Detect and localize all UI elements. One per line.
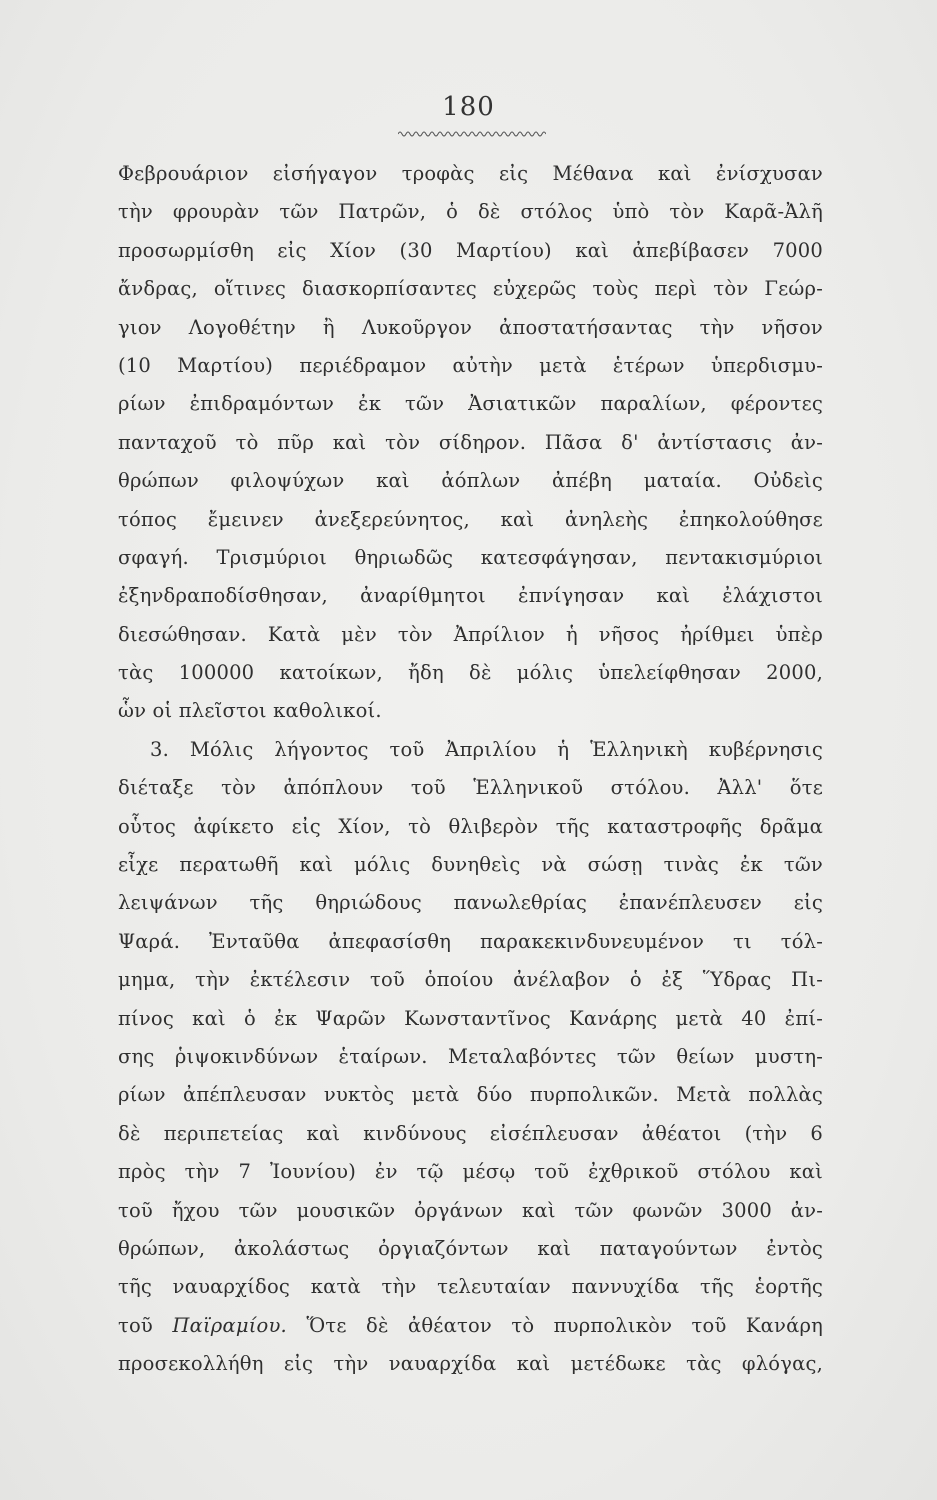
text-line: ρίων ἀπέπλευσαν νυκτὸς μετὰ δύο πυρπολικῶν. Μετὰ πολλὰς — [118, 1083, 823, 1107]
text-line: ὧν οἱ πλεῖστοι καθολικοί. — [118, 699, 382, 723]
text-line: ἐξηνδραποδίσθησαν, ἀναρίθμητοι ἐπνίγησαν καὶ ἐλάχιστοι — [118, 584, 823, 608]
paragraph-2 — [118, 731, 823, 1384]
paragraph-1 — [118, 155, 823, 731]
text-line: τόπος ἔμεινεν ἀνεξερεύνητος, καὶ ἀνηλεὴς ἐπηκολούθησε — [118, 507, 823, 531]
text-line: λειψάνων τῆς θηριώδους πανωλεθρίας ἐπανέπλευσεν εἰς — [118, 891, 823, 915]
text-line: θρώπων φιλοψύχων καὶ ἀόπλων ἀπέβη ματαία. Οὐδεὶς — [118, 469, 823, 493]
text-fragment: τοῦ — [118, 1313, 173, 1337]
text-line: τοῦ ἤχου τῶν μουσικῶν ὀργάνων καὶ τῶν φωνῶν 3000 ἀν- — [118, 1198, 823, 1222]
text-line: γιον Λογοθέτην ἢ Λυκοῦργον ἀποστατήσαντας τὴν νῆσον — [118, 315, 823, 339]
text-line: τὰς 100000 κατοίκων, ἤδη δὲ μόλις ὑπελείφθησαν 2000, — [118, 661, 823, 685]
text-line: δὲ περιπετείας καὶ κινδύνους εἰσέπλευσαν ἀθέατοι (τὴν 6 — [118, 1121, 823, 1145]
text-line: Ψαρά. Ἐνταῦθα ἀπεφασίσθη παρακεκινδυνευμένον τι τόλ- — [118, 929, 823, 953]
text-line: σφαγή. Τρισμύριοι θηριωδῶς κατεσφάγησαν, πεντακισμύριοι — [118, 545, 823, 569]
text-line: προσεκολλήθη εἰς τὴν ναυαρχίδα καὶ μετέδωκε τὰς φλόγας, — [118, 1352, 823, 1376]
text-line: πίνος καὶ ὁ ἐκ Ψαρῶν Κωνσταντῖνος Κανάρης μετὰ 40 ἐπί- — [118, 1006, 823, 1030]
text-line: (10 Μαρτίου) περιέδραμον αὐτὴν μετὰ ἑτέρων ὑπερδισμυ- — [118, 353, 823, 377]
text-line: σης ῥιψοκινδύνων ἑταίρων. Μεταλαβόντες τῶν θείων μυστη- — [118, 1044, 823, 1068]
body-text — [118, 155, 823, 1384]
wavy-rule-ornament — [398, 128, 546, 140]
text-line: μημα, τὴν ἐκτέλεσιν τοῦ ὁποίου ἀνέλαβον ὁ ἐξ Ὕδρας Πι- — [118, 968, 823, 992]
text-line: διέταξε τὸν ἀπόπλουν τοῦ Ἑλληνικοῦ στόλου. Ἀλλ' ὅτε — [118, 776, 823, 800]
text-line-mixed — [118, 1307, 823, 1345]
text-line: πρὸς τὴν 7 Ἰουνίου) ἐν τῷ μέσῳ τοῦ ἐχθρικοῦ στόλου καὶ — [118, 1160, 823, 1184]
text-line: Φεβρουάριον εἰσήγαγον τροφὰς εἰς Μέθανα καὶ ἐνίσχυσαν — [118, 162, 823, 185]
text-line: τῆς ναυαρχίδος κατὰ τὴν τελευταίαν παννυχίδα τῆς ἑορτῆς — [118, 1275, 823, 1299]
text-line: ἄνδρας, οἵτινες διασκορπίσαντες εὐχερῶς τοὺς περὶ τὸν Γεώρ- — [118, 277, 823, 301]
text-line: πανταχοῦ τὸ πῦρ καὶ τὸν σίδηρον. Πᾶσα δ' ἀντίστασις ἀν- — [118, 430, 823, 454]
text-line: 3. Μόλις λήγοντος τοῦ Ἀπριλίου ἡ Ἑλληνικὴ κυβέρνησις — [150, 737, 823, 761]
italic-word: Παϊραμίου. — [172, 1313, 287, 1337]
text-line: διεσώθησαν. Κατὰ μὲν τὸν Ἀπρίλιον ἡ νῆσος ἠρίθμει ὑπὲρ — [118, 622, 823, 646]
page-number: 180 — [442, 92, 495, 122]
text-line: τὴν φρουρὰν τῶν Πατρῶν, ὁ δὲ στόλος ὑπὸ τὸν Καρᾶ-Ἀλῆ — [118, 200, 823, 224]
text-fragment: Ὅτε δὲ ἀθέατον τὸ πυρπολικὸν τοῦ Κανάρη — [306, 1313, 823, 1337]
text-line: οὗτος ἀφίκετο εἰς Χίον, τὸ θλιβερὸν τῆς καταστροφῆς δρᾶμα — [118, 814, 823, 838]
text-line: θρώπων, ἀκολάστως ὀργιαζόντων καὶ παταγούντων ἐντὸς — [118, 1236, 823, 1260]
text-line: προσωρμίσθη εἰς Χίον (30 Μαρτίου) καὶ ἀπεβίβασεν 7000 — [118, 238, 823, 262]
text-line: εἶχε περατωθῆ καὶ μόλις δυνηθεὶς νὰ σώσῃ τινὰς ἐκ τῶν — [118, 853, 823, 877]
text-line: ρίων ἐπιδραμόντων ἐκ τῶν Ἀσιατικῶν παραλίων, φέροντες — [118, 392, 823, 416]
